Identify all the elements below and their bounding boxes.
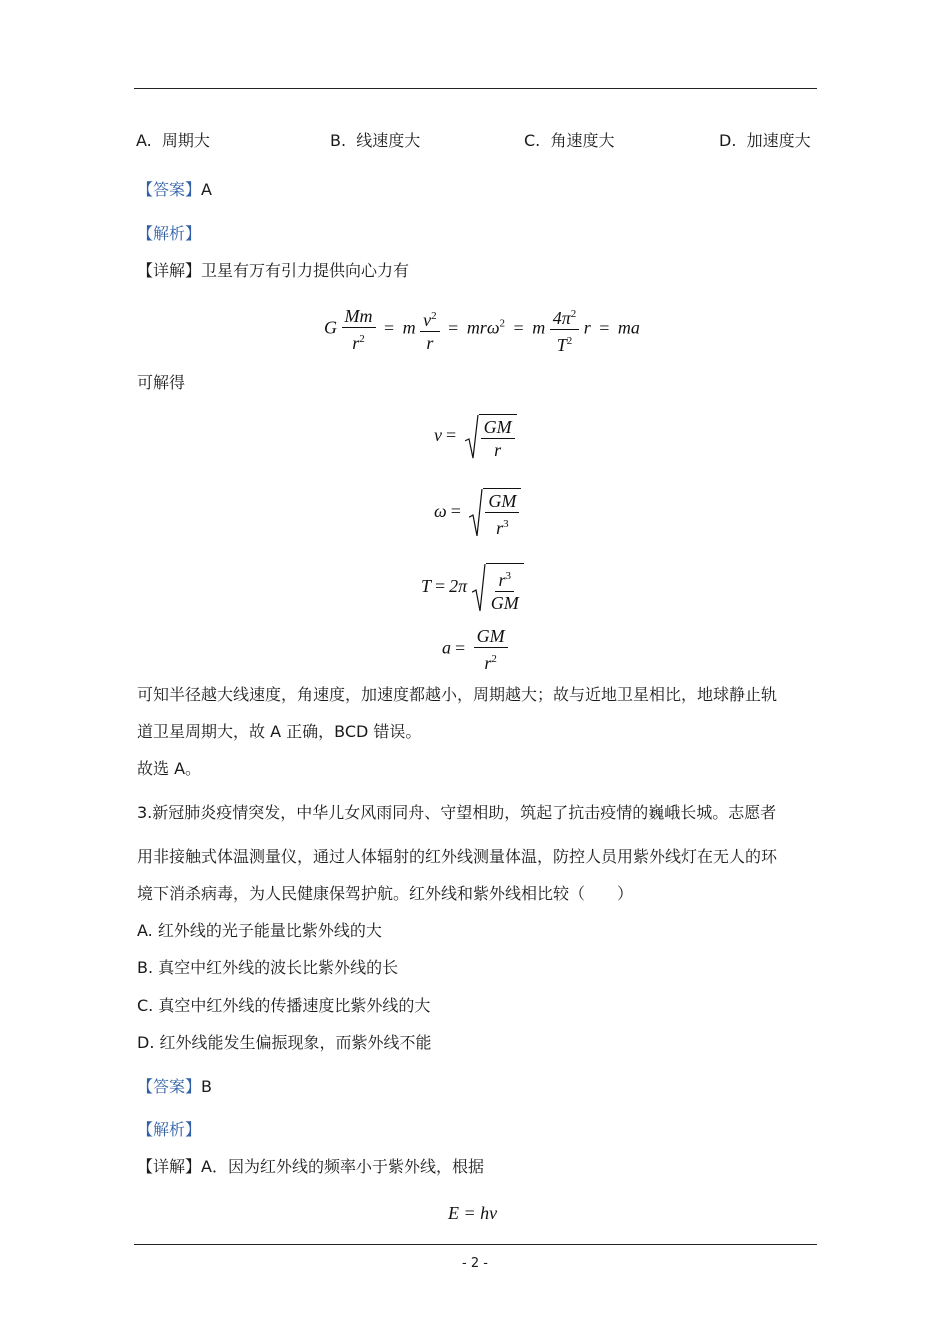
angular-velocity-formula: ω = $\frac{GM}{r^3}$ (434, 488, 521, 538)
solve-text: 可解得 (137, 373, 186, 392)
footer-rule (134, 1244, 817, 1245)
period-formula: T = 2π $\frac{r^3}{GM}$ (421, 563, 524, 613)
q3-option-d: D. 红外线能发生偏振现象，而紫外线不能 (137, 1033, 432, 1052)
q2-analysis-tag: 【解析】 (137, 224, 202, 243)
q3-option-b: B. 真空中红外线的波长比紫外线的长 (137, 958, 399, 977)
q2-conclusion-line2: 道卫星周期大，故 A 正确，BCD 错误。 (137, 722, 422, 741)
q3-stem-line1: 3.新冠肺炎疫情突发，中华儿女风雨同舟、守望相助，筑起了抗击疫情的巍峨长城。志愿者 (137, 803, 777, 822)
q3-stem-line2: 用非接触式体温测量仪，通过人体辐射的红外线测量体温，防控人员用紫外线灯在无人的环 (137, 847, 778, 866)
q3-analysis-tag: 【解析】 (137, 1120, 202, 1139)
q2-answer: 【答案】A (137, 180, 212, 199)
q3-stem-line3: 境下消杀病毒，为人民健康保驾护航。红外线和紫外线相比较（ ） (137, 884, 634, 903)
q3-detail: 【详解】A．因为红外线的频率小于紫外线，根据 (137, 1157, 484, 1176)
q2-detail: 【详解】卫星有万有引力提供向心力有 (137, 261, 410, 280)
q3-answer: 【答案】B (137, 1077, 212, 1096)
q2-choose: 故选 A。 (137, 759, 202, 778)
velocity-formula: v = $\frac{GM}{r}$ (434, 414, 517, 460)
page-number: - 2 - (462, 1256, 488, 1271)
photon-energy-formula: E = hν (448, 1203, 498, 1223)
q2-option-c: C. 角速度大 (524, 131, 615, 150)
q3-option-a: A. 红外线的光子能量比紫外线的大 (137, 921, 382, 940)
q2-option-a: A. 周期大 (136, 131, 210, 150)
acceleration-formula: a = $\frac{GM}{r^2}$ (442, 626, 508, 673)
q3-option-c: C. 真空中红外线的传播速度比紫外线的大 (137, 996, 431, 1015)
q2-option-b: B. 线速度大 (330, 131, 421, 150)
header-rule (134, 88, 817, 89)
q2-conclusion-line1: 可知半径越大线速度，角速度，加速度都越小，周期越大；故与近地卫星相比，地球静止轨 (137, 685, 778, 704)
q2-option-d: D. 加速度大 (719, 131, 811, 150)
gravitation-equation: G $\frac{Mm}{r^2}$ = m $\frac{v^2}{r}$ = mrω$^2$ = m $\frac{4\pi^2}{T^2}$ r = ma (324, 306, 640, 355)
